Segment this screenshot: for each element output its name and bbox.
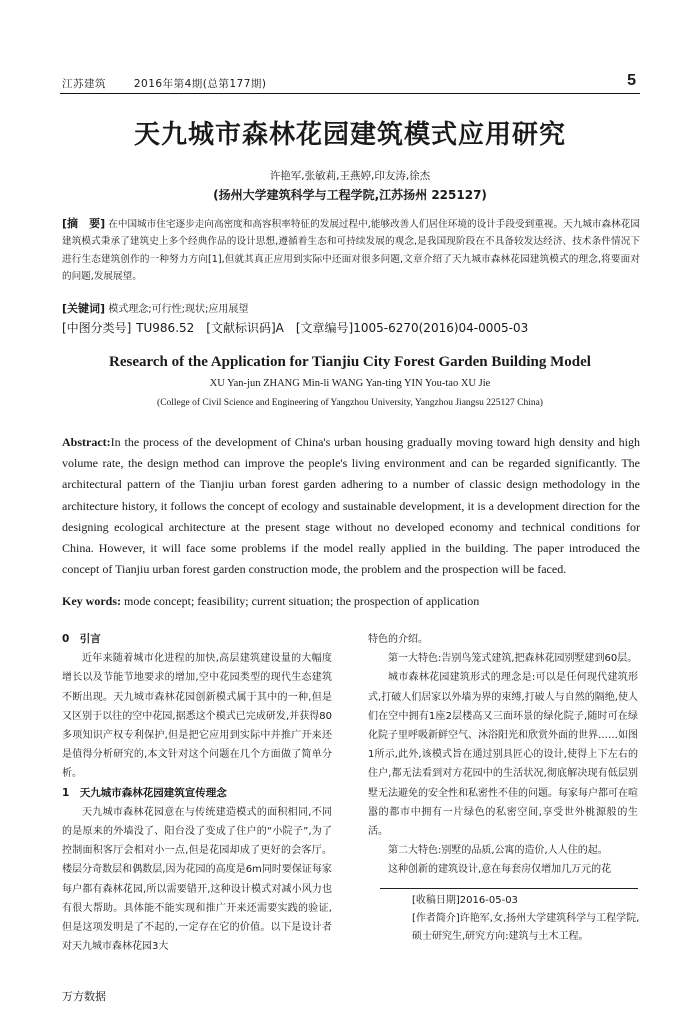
paragraph: 近年来随着城市化进程的加快,高层建筑建设量的大幅度增长以及节能节地要求的增加,空中花园类型的现代生态建筑不断出现。天九城市森林花园创新模式属于其中的一种,但是又区别于以往的空中花园,据悉这个模式已完成研发,并获得80多项知识产权专利保护,但是把它应用到实际中并推广开来还是值得分析研究的,本文针对这个问题在几个方面做了简单分析。 — [62, 653, 332, 780]
paragraph: 这种创新的建筑设计,意在每套房仅增加几万元的花 — [388, 864, 612, 876]
footer-watermark: 万方数据 — [62, 990, 106, 1003]
left-column — [62, 630, 332, 956]
footnote-rule — [380, 888, 638, 889]
authors: 许艳军,张敏莉,王燕婷,印友涛,徐杰 — [269, 170, 431, 182]
classification-line: [中图分类号] TU986.52 [文献标识码]A [文章编号]1005-6270(2016)04-0005-03 — [62, 321, 529, 335]
english-abstract — [62, 432, 640, 580]
paper-title: 天九城市森林花园建筑模式应用研究 — [133, 120, 566, 150]
abstract-text: 在中国城市住宅逐步走向高密度和高容积率特征的发展过程中,能够改善人们居住环境的设计手段受到重视。天九城市森林花园建筑模式秉承了建筑史上多个经典作品的设计思想,遵循着生态和可持续发展的观念,是我国现阶段在不具备较发达经济、技术条件情况下进行生态建筑创作的一种努力方向[1],但就其真正应用到实际中还面对很多问题,文章介绍了天九城市森林花园建筑模式的理念,将要面对的问题,发展展望。 — [62, 219, 640, 282]
paragraph: 城市森林花园建筑形式的理念是:可以是任何现代建筑形式,打破人们居家以外墙为界的束缚,打破人与自然的隔绝,使人们在空中拥有1座2层楼高又三面环景的绿化院子,随时可在绿化院子里呼吸新鲜空气、沐浴阳光和欣赏外面的世界……如图1所示,此外,该模式旨在通过别具匠心的设计,使得上下左右的住户,都无法看到对方花园中的生活状况,彻底解决现有低层别墅无法避免的安全性和私密性不佳的问题。每家每户都可在喧嚣的都市中拥有一片绿色的私密空间,享受世外桃源般的生活。 — [368, 672, 638, 838]
keywords-label: [关键词] — [62, 302, 106, 315]
right-column — [368, 630, 638, 880]
english-abstract-label: Abstract: — [62, 435, 111, 449]
keywords-text: 模式理念;可行性;现状;应用展望 — [108, 304, 249, 315]
footnote — [412, 892, 642, 946]
issue-info: 2016年第4期(总第177期) — [133, 78, 267, 90]
english-authors: XU Yan-jun ZHANG Min-li WANG Yan-ting YIN You-tao XU Jie — [209, 378, 491, 389]
english-keywords — [62, 594, 479, 609]
paragraph: 第二大特色:别墅的品质,公寓的造价,人人住的起。 — [388, 845, 608, 857]
english-affiliation: (College of Civil Science and Engineering of Yangzhou University, Yangzhou Jiangsu 225127 China) — [157, 398, 543, 408]
section-heading: 1 天九城市森林花园建筑宣传理念 — [62, 786, 227, 799]
english-keywords-text: mode concept; feasibility; current situation; the prospection of application — [124, 594, 480, 608]
paragraph: 第一大特色:告别鸟笼式建筑,把森林花园别墅建到60层。 — [388, 653, 638, 665]
header-rule — [60, 93, 640, 94]
running-header — [62, 76, 266, 91]
english-keywords-label: Key words: — [62, 594, 121, 608]
received-date: [收稿日期]2016-05-03 — [412, 895, 518, 906]
affiliation: (扬州大学建筑科学与工程学院,江苏扬州 225127) — [213, 188, 487, 202]
chinese-keywords — [62, 300, 248, 316]
english-title: Research of the Application for Tianjiu City Forest Garden Building Model — [109, 354, 591, 370]
author-bio: [作者简介]许艳军,女,扬州大学建筑科学与工程学院,硕士研究生,研究方向:建筑与土木工程。 — [412, 913, 640, 942]
section-heading: 0 引言 — [62, 633, 101, 645]
paragraph: 特色的介绍。 — [368, 634, 428, 645]
paragraph: 天九城市森林花园意在与传统建造模式的面积相同,不同的是原来的外墙没了、阳台没了变成了住户的“小院子”,为了控制面积客厅会相对小一点,但是花园却成了更好的会客厅。楼层分奇数层和偶数层,因为花园的高度是6m同时要保证每家每户都有森林花园,所以需要错开,这种设计模式对减小风力也有很大帮助。具体能不能实现和推广开来还需要实践的验证,但是这项发明是了不起的,一定存在它的价值。以下是设计者对天九城市森林花园3大 — [62, 806, 332, 953]
abstract-label: [摘 要] — [62, 217, 106, 230]
chinese-abstract — [62, 215, 640, 285]
journal-name: 江苏建筑 — [62, 78, 106, 90]
page-number: 5 — [627, 72, 636, 89]
english-abstract-text: In the process of the development of China's urban housing gradually moving toward high density and high volume rate, the design method can improve the people's living environment and can be regarded significantly. The architectural pattern of the Tianjiu urban forest garden adhering to a number of classic design methodology in the architecture history, it follows the concept of ecology and sustainable development, it is a development direction for the designing ecological architecture at the present stage without no developed economy and technical conditions for China. However, it will face some problems if the model really applied in the building. The paper introduced the concept of Tianjiu urban forest garden construction mode, the problem and the prospection will be faced. — [62, 435, 640, 577]
